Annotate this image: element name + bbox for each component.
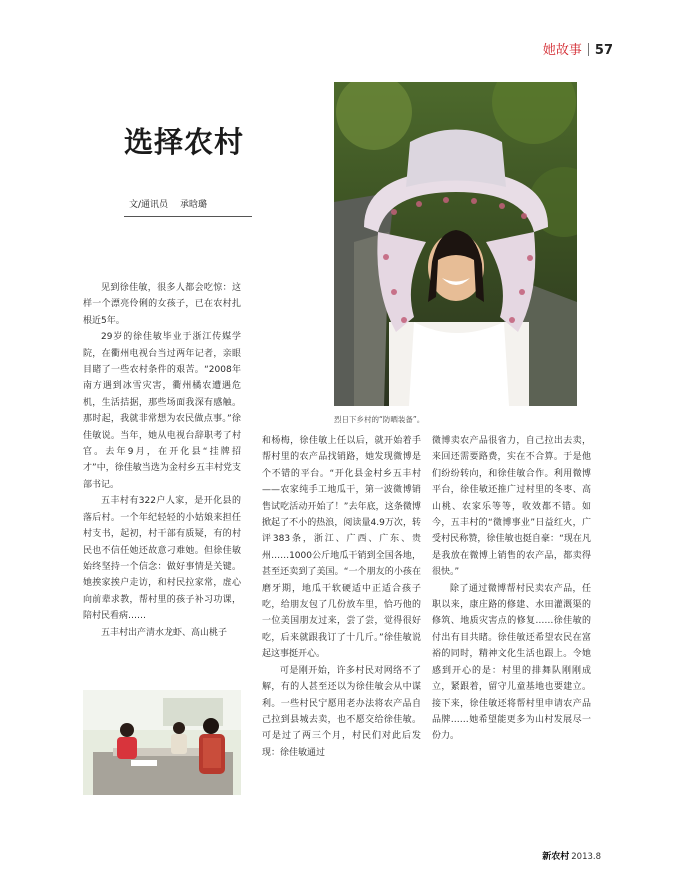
paragraph: 微博卖农产品很省力，自己拉出去卖，来回还需要路费，实在不合算。于是他们纷纷转向，和徐佳敏合作。利用微博平台，徐佳敏还推广过村里的冬枣、高山桃、农家乐等等，收效都不错。如今，五丰村的“微博事业”日益红火，广受村民称赞，徐佳敏也挺自豪：“现在凡是我放在微博上销售的农产品，都卖得很快。” [432,436,591,578]
paragraph: 除了通过微博帮村民卖农产品，任职以来，康庄路的修建、水田灌溉渠的修筑、地质灾害点的修复……徐佳敏的付出有目共睹。徐佳敏还希望农民在富裕的同时，精神文化生活也跟上。令她感到开心的是：村里的排舞队刚刚成立，紧跟着，留守儿童基地也要建立。接下来，徐佳敏还将帮村里申请农产品品牌……她希望能更多为山村发展尽一份力。 [432,583,591,742]
byline-author: 承晗璐 [180,200,208,210]
header-divider [588,43,589,56]
paragraph: 29岁的徐佳敏毕业于浙江传媒学院，在衢州电视台当过两年记者，亲眼目睹了一些农村条件的艰苦。“2008年南方遇到冰雪灾害，衢州橘农遭遇危机，生活拮据，那些场面我深有感触。那时起，我就非常想为农民做点事。”徐佳敏说。当年，她从电视台辞职考了村官。去年9月，在开化县“挂牌招才”中，徐佳敏当选为金村乡五丰村党支部书记。 [83,332,241,490]
text-column-1 [83,280,241,641]
page-footer [542,849,601,862]
meeting-photo [83,690,241,795]
byline [129,197,207,210]
paragraph: 五丰村有322户人家，是开化县的落后村。一个年纪轻轻的小姑娘来担任村支书，起初，村干部有质疑，有的村民也不信任她还故意刁难她。但徐佳敏始终坚持一个信念：做好事情是关键。她挨家挨户走访，和村民拉家常，虚心向前辈求教，帮村里的孩子补习功课，陪村民看病…… [83,496,241,622]
paragraph: 和杨梅，徐佳敏上任以后，就开始着手帮村里的农产品找销路，她发现微博是个不错的平台。“开化县金村乡五丰村——农家纯手工地瓜干，第一波微博销售试吃活动开始了！”去年底，这条微博掀起了不小的热浪，阅读量4.9万次，转评383条，浙江、广西、广东、贵州……1000公斤地瓜干销到全国各地，甚至还卖到了美国。“一个朋友的小孩在磨牙期，地瓜干软硬适中正适合孩子吃，给朋友包了几份放车里，恰巧他的一位美国朋友过来，尝了尝，觉得很好吃，后来就跟我订了十几斤。”徐佳敏说起这事挺开心。 [262,436,421,660]
photo-caption: 烈日下乡村的“防晒装备”。 [334,415,425,424]
text-column-3 [432,433,591,745]
magazine-logo: 新农村 [542,852,570,862]
byline-role: 文/通讯员 [129,200,169,210]
text-column-2 [262,433,421,761]
issue-date: 2013.8 [571,852,601,862]
page-header [543,43,613,59]
paragraph: 可是刚开始，许多村民对网络不了解，有的人甚至还以为徐佳敏会从中谋利。一些村民宁愿用老办法将农产品自己拉到县城去卖，也不愿交给徐佳敏。可是过了两三个月，村民们对此后发现：徐佳敏通过 [262,665,421,758]
page-number: 57 [594,43,613,58]
section-label: 她故事 [542,43,582,58]
title-divider [124,216,252,217]
paragraph: 五丰村出产清水龙虾、高山桃子 [101,627,228,638]
paragraph: 见到徐佳敏，很多人都会吃惊：这样一个漂亮伶俐的女孩子，已在农村扎根近5年。 [83,283,241,326]
article-title: 选择农村 [124,125,245,159]
portrait-photo [334,82,577,406]
